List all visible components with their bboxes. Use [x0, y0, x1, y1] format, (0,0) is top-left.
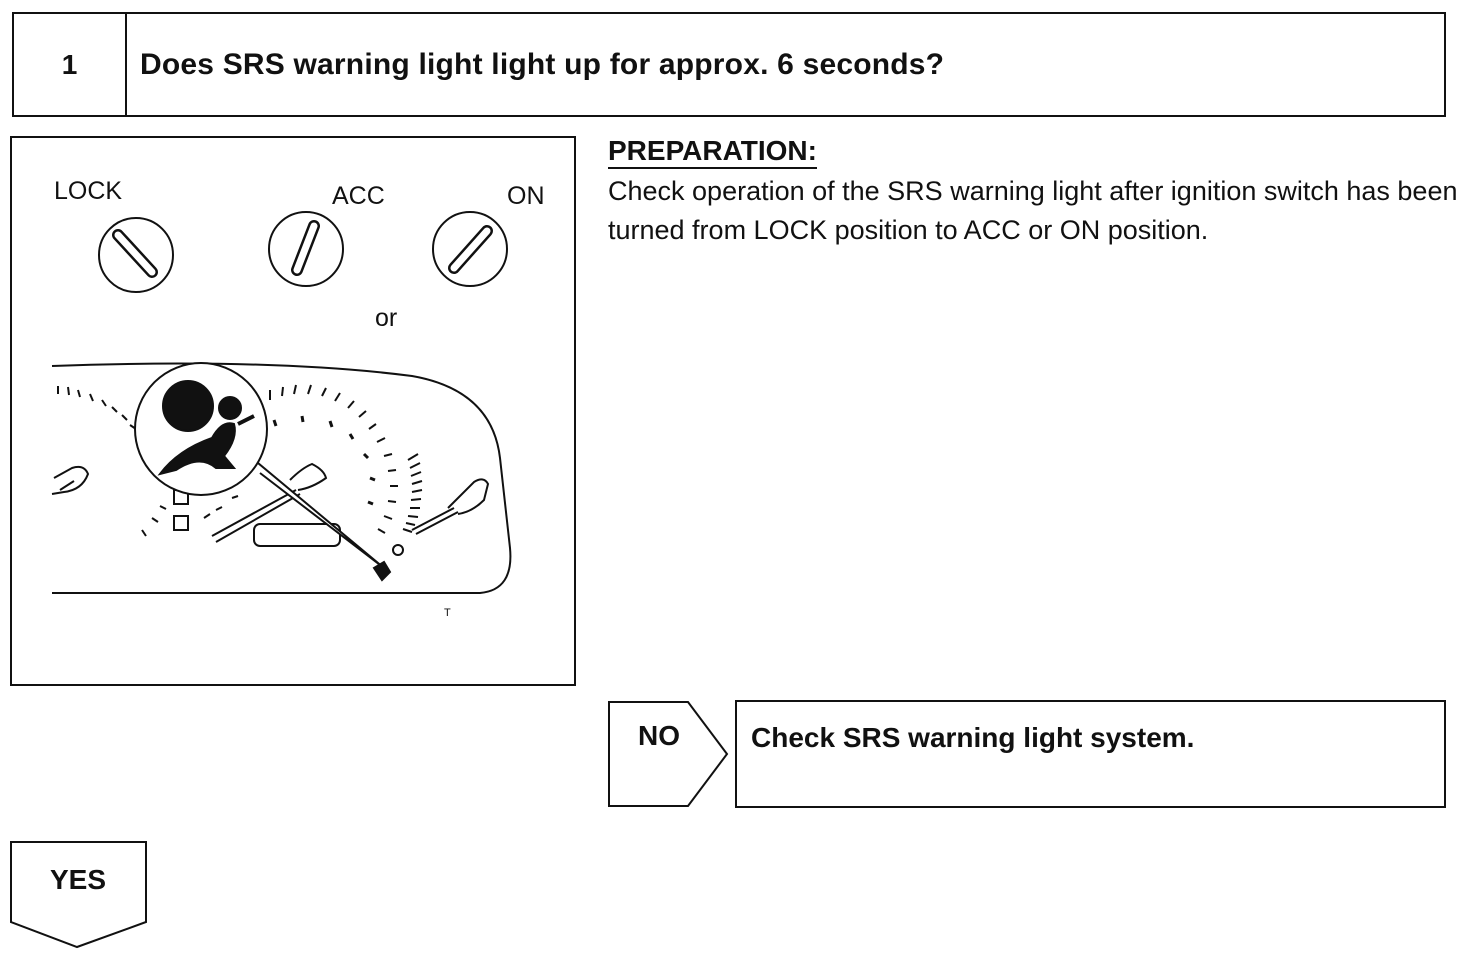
no-label: NO [638, 720, 680, 751]
srs-warning-light-callout [135, 363, 390, 580]
step-header [12, 12, 1446, 117]
illustration-drawing [12, 138, 578, 688]
on-position-label: ON [507, 182, 545, 210]
preparation-title: PREPARATION: [608, 134, 817, 169]
lock-position-label: LOCK [54, 177, 123, 205]
key-cylinder-acc [269, 212, 343, 286]
key-cylinder-lock [99, 218, 173, 292]
ignition-and-cluster-illustration [10, 136, 576, 686]
step-question: Does SRS warning light light up for approx. 6 seconds? [140, 47, 945, 81]
no-result-action: Check SRS warning light system. [751, 722, 1195, 753]
figure-code: T [444, 607, 451, 619]
step-number: 1 [14, 14, 127, 115]
no-result-tag [608, 700, 730, 808]
or-label: or [375, 304, 398, 332]
no-arrow-shape [608, 700, 730, 808]
preparation-text: Check operation of the SRS warning light after ignition switch has been turned from LOCK position to ACC or ON position. [608, 176, 1458, 245]
instrument-cluster [52, 364, 510, 593]
yes-label: YES [49, 864, 107, 895]
no-result-box [735, 700, 1446, 808]
acc-position-label: ACC [332, 182, 385, 210]
yes-result-tag [9, 840, 149, 950]
key-cylinder-on [433, 212, 507, 286]
